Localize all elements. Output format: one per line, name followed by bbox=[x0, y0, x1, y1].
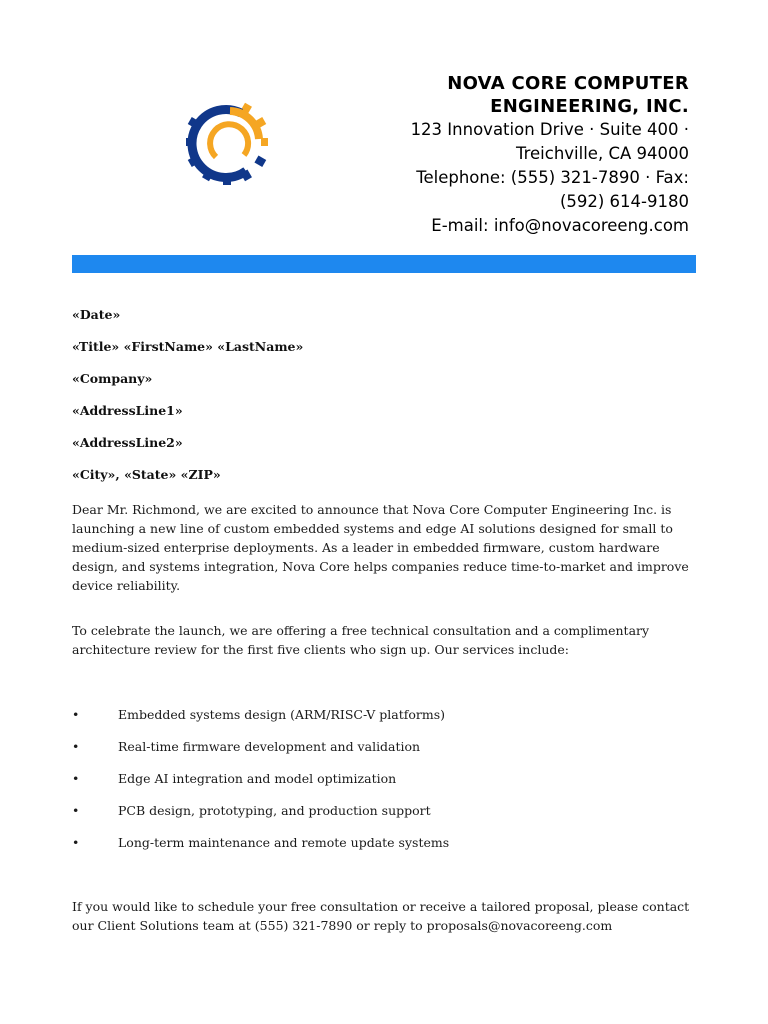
service-item-text: Long-term maintenance and remote update systems bbox=[118, 835, 450, 850]
phone-line2: (592) 614-9180 bbox=[559, 192, 689, 211]
merge-field-address1: «AddressLine1» bbox=[72, 403, 183, 418]
gear-tooth bbox=[261, 138, 268, 146]
body-paragraph-offer: To celebrate the launch, we are offering a free technical consultation and a complimentary architecture review for the first five clients who sign up. Our services include: bbox=[72, 623, 650, 657]
bullet-icon: • bbox=[72, 835, 80, 850]
body-paragraph-contact: If you would like to schedule your free consultation or receive a tailored proposal, please contact our Client Solutions team at (555) 321-7890 or reply to proposals@novacoreeng.com bbox=[72, 899, 690, 933]
bullet-icon: • bbox=[72, 707, 80, 722]
service-item-text: Real-time firmware development and validation bbox=[118, 739, 421, 754]
phone-line1: Telephone: (555) 321-7890 · Fax: bbox=[416, 168, 689, 187]
gear-logo-icon bbox=[186, 99, 268, 185]
body-paragraph-intro: Dear Mr. Richmond, we are excited to announce that Nova Core Computer Engineering Inc. is launching a new line of custom embedded systems and edge AI solutions designed for small to medium-sized enterprise deployments. As a leader in embedded firmware, custom hardware design, and systems integration, Nova Core helps companies reduce time-to-market and improve device reliability. bbox=[72, 502, 689, 593]
bullet-icon: • bbox=[72, 739, 80, 754]
service-item-text: Edge AI integration and model optimization bbox=[118, 771, 397, 786]
bullet-icon: • bbox=[72, 771, 80, 786]
merge-field-address2: «AddressLine2» bbox=[72, 435, 183, 450]
merge-field-date: «Date» bbox=[72, 307, 121, 322]
service-item-text: PCB design, prototyping, and production support bbox=[118, 803, 431, 818]
company-name-line2: ENGINEERING, INC. bbox=[490, 96, 689, 117]
email-line: E-mail: info@novacoreeng.com bbox=[431, 216, 689, 235]
address-line2: Treichville, CA 94000 bbox=[515, 144, 689, 163]
bullet-icon: • bbox=[72, 803, 80, 818]
company-name-line1: NOVA CORE COMPUTER bbox=[447, 73, 689, 94]
gear-tooth bbox=[254, 156, 266, 167]
merge-field-name: «Title» «FirstName» «LastName» bbox=[72, 339, 304, 354]
address-line1: 123 Innovation Drive · Suite 400 · bbox=[410, 120, 689, 139]
header-divider-bar bbox=[72, 255, 696, 273]
company-header bbox=[359, 72, 689, 238]
merge-field-company: «Company» bbox=[72, 371, 153, 386]
merge-field-city-state-zip: «City», «State» «ZIP» bbox=[72, 467, 221, 482]
service-item-text: Embedded systems design (ARM/RISC-V platforms) bbox=[118, 707, 446, 722]
